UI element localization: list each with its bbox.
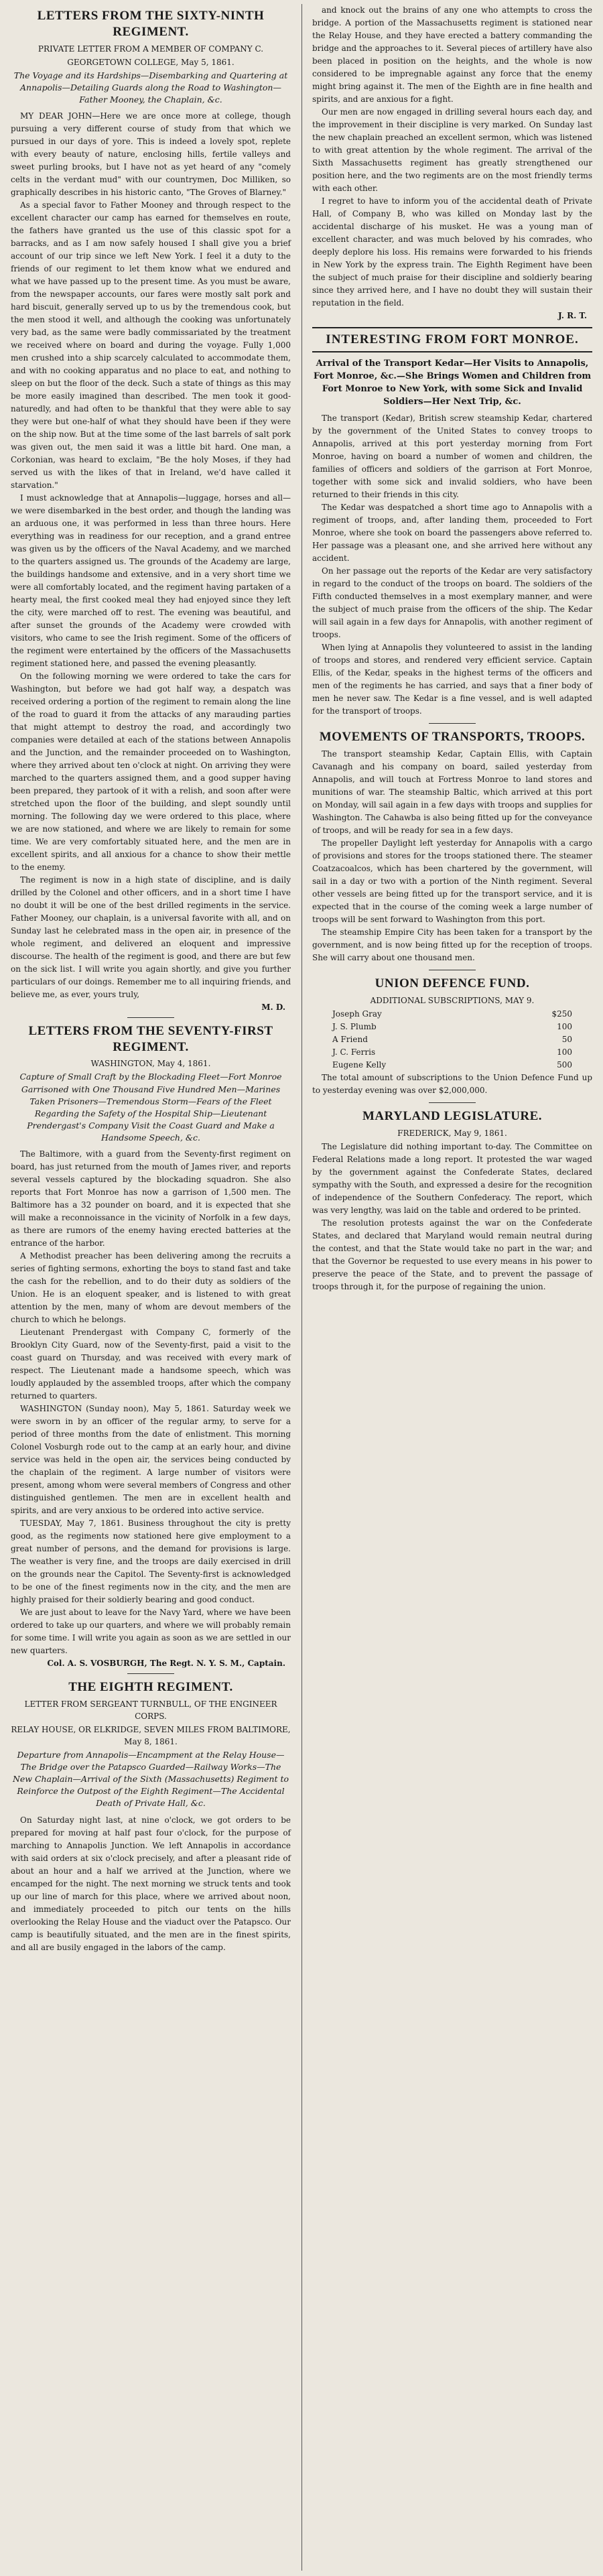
paragraph: As a special favor to Father Mooney and through respect to the excellent character our camp has earned for themselves en route, the fathers have granted us the use of this classic spot for a barracks, and as I am now safely housed I shall give you a brief account of our trip since we left New York. I feel it a duty to the friends of our regiment to let them know what we endured and what we have passed up to the present time. As you must be aware, from the newspaper accounts, our fares were mostly salt pork and hard biscuit, generally served up to us by the tremendous cook, but the men stood it well, and although the cooking was unfortunately very bad, as the same were badly commissariated by the treatment we received where on board and during the voyage. Fully 1,000 men crushed into a ship scarcely calculated to accommodate them, and with no cooking apparatus and no place to eat, and nothing to sleep on but the floor of the deck. Such a state of things as this may be more easily imagined than described. The men took it good-naturedly, and had often to be thankful that they were able to say they were but one-half of what they should have been if they were on the ship now. But at the time some of the last barrels of salt pork was given out, the men said it was a little bit hard. One man, a Corkonian, was heard to exclaim, "Be the holy Moses, if they had served us with the likes of that in Ireland, we'd have called it starvation." <box>11 200 291 490</box>
deck: Arrival of the Transport Kedar—Her Visits to Annapolis, Fort Monroe, &c.—She Brings Women and Children from Fort Monroe to New York, with some Sick and Invalid Soldiers—Her Next Trip, &c. <box>313 359 592 407</box>
headline-seventy-first: LETTERS FROM THE SEVENTY-FIRST REGIMENT. <box>28 1023 273 1054</box>
paragraph: We are just about to leave for the Navy Yard, where we have been ordered to take up our quarters, and where we will probably remain for some time. I will write you again as soon as we are settled in our new quarters. <box>11 1608 291 1656</box>
paragraph: On the following morning we were ordered to take the cars for Washington, but before we had got half way, a despatch was received ordering a portion of the regiment to remain along the line of the road to guard it from the attacks of any marauding parties that might attempt to destroy the road, and accordingly two companies were detailed at each of the stations between Annapolis and the Junction, and the remainder proceeded on to Washington, where they arrived about ten o'clock at night. On arriving they were marched to the quarters assigned them, and a good supper having been prepared, they partook of it with a relish, and soon after were stretched upon the floor of the building, and slept soundly until morning. The following day we were ordered to this place, where we are now stationed, and where we are likely to remain for some time. We are very comfortably situated here, and the men are in excellent spirits, and all anxious for a chance to show their mettle to the enemy. <box>11 671 291 872</box>
headline-sixty-ninth: LETTERS FROM THE SIXTY-NINTH REGIMENT. <box>37 9 265 39</box>
subscriber-name: A Friend <box>332 1034 368 1044</box>
paragraph: I regret to have to inform you of the accidental death of Private Hall, of Company B, who was killed on Monday last by the accidental discharge of his musket. He was a young man of excellent character, and was much beloved by his comrades, who deeply deplore his loss. His remains were forwarded to his friends in New York by the express train. The Eighth Regiment have been the subject of much praise for their discipline and soldierly bearing since they arrived here, and I have no doubt they will sustain their reputation in the field. <box>312 196 592 308</box>
subscriber-name: J. S. Plumb <box>332 1021 377 1031</box>
dateline: FREDERICK, May 9, 1861. <box>397 1128 507 1138</box>
subscription-amount: 100 <box>557 1047 572 1057</box>
paragraph: The regiment is now in a high state of discipline, and is daily drilled by the Colonel and other officers, and in a short time I have no doubt it will be one of the best drilled regiments in the service. Father Mooney, our chaplain, is a universal favorite with all, and on Sunday last he celebrated mass in the open air, in presence of the whole regiment, and delivered an eloquent and impressive discourse. The health of the regiment is good, and there are but few on the sick list. I will write you again shortly, and give you further particulars of our doings. Remember me to all inquiring friends, and believe me, as ever, yours truly, <box>11 875 291 999</box>
paragraph: TUESDAY, May 7, 1861. Business throughout the city is pretty good, as the regiments now stationed here give employment to a great number of persons, and the demand for provisions is large. The weather is very fine, and the troops are daily exercised in drill on the grounds near the Capitol. The Seventy-first is acknowledged to be one of the finest regiments now in the city, and the men are highly praised for their soldierly bearing and good conduct. <box>11 1519 291 1605</box>
signature: M. D. <box>261 1002 285 1012</box>
column-right <box>312 4 592 1293</box>
dateline: GEORGETOWN COLLEGE, May 5, 1861. <box>67 57 234 67</box>
subscriber-name: J. C. Ferris <box>332 1047 376 1057</box>
paragraph: MY DEAR JOHN—Here we are once more at college, though pursuing a very different course of study from that which we pursued in our days of yore. This is indeed a lovely spot, replete with every beauty of nature, enclosing hills, fertile valleys and sweet purling brooks, but I have not as yet heard of any "comely celts in the verdant mud" with our countrymen, Doc Milliken, so graphically describes in his historic canto, "The Groves of Blarney." <box>11 111 291 197</box>
paragraph: The Baltimore, with a guard from the Seventy-first regiment on board, has just returned from the mouth of James river, and reports several vessels captured by the blockading squadron. She also reports that Fort Monroe has now a garrison of 1,500 men. The Baltimore has a 32 pounder on board, and it is expected that she will make a reconnoissance in the vicinity of Norfolk in a few days, as there are rumors of the enemy having erected batteries at the entrance of the harbor. <box>11 1149 291 1248</box>
subscriber-name: Eugene Kelly <box>332 1059 387 1070</box>
headline-movements: MOVEMENTS OF TRANSPORTS, TROOPS. <box>319 730 586 745</box>
deck: Departure from Annapolis—Encampment at the Relay House—The Bridge over the Patapsco Guarded—Railway Works—The New Chaplain—Arrival of the Sixth (Massachusetts) Regiment to Reinforce the Outpost of the Eighth Regiment—The Accidental Death of Private Hall, &c. <box>12 1749 289 1809</box>
paragraph: The steamship Empire City has been taken for a transport by the government, and is now being fitted up for the reception of troops. She will carry about one thousand men. <box>312 927 592 963</box>
paragraph: I must acknowledge that at Annapolis—luggage, horses and all—we were disembarked in the best order, and though the landing was an arduous one, it was performed in less than three hours. Here everything was in readiness for our reception, and a grand entree was given us by the officers of the Naval Academy, and we marched to the quarters assigned us. The grounds of the Academy are large, the buildings handsome and extensive, and in a very short time we were all comfortably located, and the regiment having partaken of a hearty meal, the first cooked meal they had enjoyed since they left the city, were marched off to rest. The evening was beautiful, and after sunset the grounds of the Academy were crowded with visitors, who came to see the Irish regiment. Some of the officers of the regiment were entertained by the officers of the Massachusetts regiment stationed here, and passed the evening pleasantly. <box>11 493 291 668</box>
subhead-subscriptions: ADDITIONAL SUBSCRIPTIONS, MAY 9. <box>370 995 535 1005</box>
divider <box>127 1017 174 1018</box>
subscription-row <box>312 1033 592 1046</box>
paragraph: When lying at Annapolis they volunteered to assist in the landing of troops and stores, and rendered very efficient service. Captain Ellis, of the Kedar, speaks in the highest terms of the officers and men of the regiments he has carried, and says that a finer body of men he never saw. The Kedar is a fine vessel, and is well adapted for the transport of troops. <box>312 643 592 716</box>
paragraph: On Saturday night last, at nine o'clock, we got orders to be prepared for moving at half past four o'clock, for the purpose of marching to Annapolis Junction. We left Annapolis in accordance with said orders at six o'clock precisely, and after a pleasant ride of about an hour and a half we arrived at the Junction, where we encamped for the night. The next morning we struck tents and took up our line of march for this place, where we arrived about noon, and immediately proceeded to pitch our tents on the hills overlooking the Relay House and the viaduct over the Patapsco. Our camp is beautifully situated, and the men are in the finest spirits, and all are busily engaged in the labors of the camp. <box>11 1815 291 1952</box>
divider <box>429 723 476 724</box>
subscription-row <box>312 1008 592 1021</box>
dateline: RELAY HOUSE, OR ELKRIDGE, SEVEN MILES FROM BALTIMORE, May 8, 1861. <box>11 1724 291 1746</box>
paragraph: The transport steamship Kedar, Captain Ellis, with Captain Cavanagh and his company on board, sailed yesterday from Annapolis, and will touch at Fortress Monroe to land stores and munitions of war. The steamship Baltic, which arrived at this port on Monday, will sail again in a few days with troops and supplies for Washington. The Cahawba is also being fitted up for the conveyance of troops, and will be ready for sea in a few days. <box>312 749 592 836</box>
paragraph: The total amount of subscriptions to the Union Defence Fund up to yesterday evening was over $2,000,000. <box>312 1072 592 1095</box>
subscription-row <box>312 1046 592 1059</box>
subscriber-name: Joseph Gray <box>332 1009 382 1019</box>
paragraph: WASHINGTON (Sunday noon), May 5, 1861. Saturday week we were sworn in by an officer of the regular army, to serve for a period of three months from the date of enlistment. This morning Colonel Vosburgh rode out to the camp at an early hour, and divine service was held in the open air, the services being conducted by the chaplain of the regiment. A large number of visitors were present, among whom were several members of Congress and other distinguished gentlemen. The men are in excellent health and spirits, and are very anxious to be ordered into active service. <box>11 1404 291 1516</box>
deck: The Voyage and its Hardships—Disembarking and Quartering at Annapolis—Detailing Guards along the Road to Washington—Father Mooney, the Chaplain, &c. <box>13 70 288 105</box>
paragraph: The propeller Daylight left yesterday for Annapolis with a cargo of provisions and stores for the troops stationed there. The steamer Coatzacoalcos, which has been chartered by the government, will sail in a day or two with a portion of the Ninth regiment. Several other vessels are being fitted up for the transport service, and it is expected that in the course of the coming week a large number of troops will be sent forward to Washington from this port. <box>312 838 592 925</box>
paragraph: The transport (Kedar), British screw steamship Kedar, chartered by the government of the United States to convey troops to Annapolis, arrived at this port yesterday morning from Fort Monroe, having on board a number of women and children, the families of officers and soldiers of the garrison at Fort Monroe, together with some sick and invalid soldiers, who have been returned to their friends in this city. <box>312 413 592 500</box>
paragraph-continued: and knock out the brains of any one who attempts to cross the bridge. A portion of the Massachusetts regiment is stationed near the Relay House, and they have erected a battery commanding the bridge and the approaches to it. Several pieces of artillery have also been placed in position on the heights, and the whole is now considered to be impregnable against any force that the enemy might bring against it. The men of the Eighth are in fine health and spirits, and are anxious for a fight. <box>312 5 592 104</box>
headline-fort-monroe: INTERESTING FROM FORT MONROE. <box>312 327 592 352</box>
subscription-amount: 100 <box>557 1021 572 1031</box>
headline-union-fund: UNION DEFENCE FUND. <box>375 976 530 991</box>
paragraph: A Methodist preacher has been delivering among the recruits a series of fighting sermons, exhorting the boys to stand fast and take the cash for the rebellion, and to do their duty as soldiers of the Union. He is an eloquent speaker, and is listened to with great attention by the men, many of whom are devout members of the church to which he belongs. <box>11 1251 291 1325</box>
paragraph: The Legislature did nothing important to-day. The Committee on Federal Relations made a long report. It protested the war waged by the government against the Confederate States, declared sympathy with the South, and expressed a desire for the recognition of independence of the Southern Confederacy. The report, which was very lengthy, was laid on the table and ordered to be printed. <box>312 1141 593 1215</box>
paragraph: Our men are now engaged in drilling several hours each day, and the improvement in their discipline is very marked. On Sunday last the new chaplain preached an excellent sermon, which was listened to with great attention by the whole regiment. The arrival of the Sixth Massachusetts regiment has greatly strengthened our position here, and the two regiments are on the most friendly terms with each other. <box>312 107 592 193</box>
subscription-row <box>312 1021 592 1033</box>
subscription-row <box>312 1059 592 1072</box>
headline-eighth-regiment: THE EIGHTH REGIMENT. <box>68 1680 233 1695</box>
divider <box>127 1673 174 1674</box>
headline-maryland-legislature: MARYLAND LEGISLATURE. <box>362 1108 543 1123</box>
subscription-amount: 500 <box>557 1059 572 1070</box>
paragraph: The resolution protests against the war on the Confederate States, and declared that Maryland would remain neutral during the contest, and that the State would take no part in the war; and that the Governor be requested to use every means in his power to preserve the peace of the State, and to prevent the passage of troops through it, for the purpose of regaining the union. <box>312 1218 592 1291</box>
subscription-amount: $250 <box>551 1009 572 1019</box>
paragraph: The Kedar was despatched a short time ago to Annapolis with a regiment of troops, and, after landing them, proceeded to Fort Monroe, where she took on board the passengers above referred to. Her passage was a pleasant one, and she arrived here without any accident. <box>312 503 592 564</box>
subhead-letter: LETTER FROM SERGEANT TURNBULL, OF THE ENGINEER CORPS. <box>24 1699 277 1721</box>
dateline: WASHINGTON, May 4, 1861. <box>90 1059 211 1069</box>
subhead-private-letter: PRIVATE LETTER FROM A MEMBER OF COMPANY C. <box>38 44 264 54</box>
paragraph: On her passage out the reports of the Kedar are very satisfactory in regard to the conduct of the troops on board. The soldiers of the Fifth conducted themselves in a most exemplary manner, and were the subject of much praise from the officers of the ship. The Kedar will sail again in a few days for Annapolis, with another regiment of troops. <box>312 566 592 640</box>
subscription-amount: 50 <box>561 1034 572 1044</box>
deck: Capture of Small Craft by the Blockading Fleet—Fort Monroe Garrisoned with One Thousand Five Hundred Men—Marines Taken Prisoners—Tremendous Storm—Fears of the Fleet Regarding the Safety of the Hospital Ship—Lieutenant Prendergast's Company Visit the Coast Guard and Make a Handsome Speech, &c. <box>19 1072 282 1143</box>
paragraph: Lieutenant Prendergast with Company C, formerly of the Brooklyn City Guard, now of the Seventy-first, paid a visit to the coast guard on Thursday, and was received with every mark of respect. The Lieutenant made a handsome speech, which was loudly applauded by the assembled troops, after which the company returned to quarters. <box>11 1328 291 1401</box>
divider <box>429 1102 476 1103</box>
column-left <box>11 4 291 1954</box>
signature: Col. A. S. VOSBURGH, The Regt. N. Y. S. M., Captain. <box>47 1659 285 1669</box>
signature: J. R. T. <box>558 311 587 320</box>
